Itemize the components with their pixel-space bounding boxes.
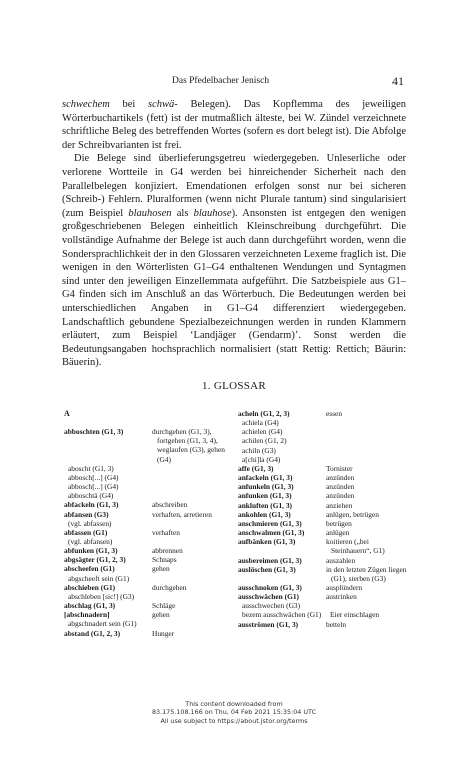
glossary-entry (238, 446, 410, 455)
text-run: Belegen). Das Kopflemma des jeweiligen Wörterbuchartikels (fett) ist der mutmaßlich älteste, bei W. Zündel verzeichnete schriftliche Beleg des betreffenden Wortes (sofern es dort belegt ist). Die Abfolge der Schreibvarianten ist frei. (62, 99, 407, 151)
page-header (0, 74, 468, 92)
italic-text: schwä- (148, 99, 178, 110)
glossary-entry (64, 555, 236, 564)
glossary-lemma: abfunken (G1, 3) (64, 546, 118, 556)
glossary-meaning (330, 427, 410, 436)
glossary-lemma: anfunkeln (G1, 3) (238, 482, 294, 492)
glossary-meaning: Hunger (152, 628, 175, 638)
glossary-lemma: anfackeln (G1, 3) (238, 473, 293, 483)
glossary-entry (238, 427, 410, 436)
glossary-meaning: anziehen (326, 500, 353, 510)
text-run: bei (109, 99, 149, 110)
glossary-lemma: abfackeln (G1, 3) (64, 500, 119, 510)
glossary-variant: achiela (G4) (242, 418, 279, 428)
glossary-variant: abgscheeft sein (G1) (68, 573, 130, 583)
glossary-lemma: abstand (G1, 2, 3) (64, 628, 121, 638)
text-run: Die Belege sind überlieferungsgetreu wiedergegeben. Unleserliche oder verlorene Wortteile in G4 werden bei hinreichender Sicherheit nach den Parallelbelegen konjiziert. Emendationen erfolgen sonst nur bei sicheren (Schreib-) Fehlern. Pluralformen (wenn nicht Plurale tantum) sind singularisiert (zum Beispiel (62, 153, 406, 219)
glossary-entry (64, 619, 236, 628)
glossary-meaning (330, 436, 410, 445)
glossary-meaning (330, 455, 410, 464)
glossary-variant: achielen (G4) (242, 427, 283, 437)
glossary-meaning (156, 482, 236, 491)
glossary-variant: achiln (G3) (242, 445, 276, 455)
glossary-lemma: ausbereimen (G1, 3) (238, 555, 302, 565)
glossary-entry (64, 510, 236, 519)
text-run: ). Ansonsten ist entgegen den wenigen großgeschriebenen Belegen einheitlich Kleinschreibung durchgeführt. Die vollständige Aufnahme der Belege ist auch dann durchgeführt worden, wenn die Sondersprachlichkeit der in den Glossaren verzeichneten Lexeme fraglich ist. Die wenigen in den Wörterlisten G1–G4 enthaltenen Wendungen und Syntagmen sind unter den jeweiligen Einzellemmata aufgeführt. Die Satzbeispiele aus G1–G4 finden sich im Anschluß an das Wörterbuch. Die Bedeutungen werden bei unterschiedlichen Angaben in G1–G4 differenziert wiedergegeben. Landschaftlich gebundene Spezialbezeichnungen werden in runden Klammern erläutert, zum Beispiel ‘Landjäger (Gendarm)’. Sonst werden die Bedeutungsangaben hochsprachlich normalisiert (statt Rettig: Rettich; Bäurin: Bäuerin). (62, 207, 406, 369)
glossary-meaning: essen (326, 409, 343, 418)
glossary-entry (64, 610, 236, 619)
glossary-entry (64, 629, 236, 638)
glossary-variant: (vgl. abfassen) (68, 518, 112, 528)
glossary-variant: a[chi]la (G4) (242, 454, 281, 464)
glossary-meaning (156, 473, 236, 482)
footer-line: This content downloaded from (185, 700, 283, 708)
paragraph (62, 152, 406, 370)
glossary-variant: abbosch[...] (G4) (68, 472, 119, 482)
glossary-meaning: Tornister (326, 463, 353, 473)
glossary-lemma: anschmieren (G1, 3) (238, 518, 302, 528)
glossary-entry (238, 519, 410, 528)
glossary-meaning: anlügen (326, 528, 350, 538)
glossary-lemma: affe (G1, 3) (238, 463, 274, 473)
glossary-meaning: verhaften (152, 527, 180, 537)
glossary-lemma: [abschnadern] (64, 610, 110, 620)
page-number: 41 (392, 74, 404, 88)
glossary-meaning (156, 464, 236, 473)
glossary-entry (238, 601, 410, 610)
italic-text: schwechem (62, 99, 110, 110)
glossary-lemma: ausströmen (G1, 3) (238, 619, 299, 629)
paragraph (62, 98, 406, 152)
glossary-entry (238, 537, 410, 555)
glossary-meaning: anzünden (326, 482, 355, 492)
glossary-lemma: acheln (G1, 2, 3) (238, 409, 290, 418)
glossary-entry (64, 500, 236, 509)
glossary-entry (64, 528, 236, 537)
glossary-lemma: abfansen (G3) (64, 509, 109, 519)
glossary-lemma: abgsägter (G1, 2, 3) (64, 555, 126, 565)
glossary-lemma: ausschwächen (G1) (238, 592, 299, 602)
glossary-entry (238, 436, 410, 445)
glossary-entry (238, 583, 410, 592)
glossary-entry (238, 418, 410, 427)
running-title: Das Pfedelbacher Jenisch (172, 76, 270, 86)
glossary-entry (238, 473, 410, 482)
glossary-entry (238, 556, 410, 565)
glossary-lemma: abschlag (G1, 3) (64, 601, 116, 611)
glossary-lemma: anschwalmen (G1, 3) (238, 528, 305, 538)
glossary-meaning (330, 418, 410, 427)
glossary-lemma: auslöschen (G1, 3) (238, 564, 296, 574)
glossary-entry (64, 564, 236, 573)
body-text (62, 98, 406, 370)
glossary-meaning (156, 491, 236, 500)
glossary-meaning: abbrennen (152, 546, 183, 556)
glossary-entry (238, 610, 410, 619)
glossary-entry (238, 565, 410, 583)
glossary-meaning: anzünden (326, 491, 355, 501)
glossary-entry (64, 574, 236, 583)
glossary-meaning: Eier einschlagen (330, 610, 380, 620)
glossary-variant: ausschwechen (G3) (242, 601, 301, 611)
glossary-meaning: auszahlen (326, 555, 356, 565)
glossary-entry (64, 427, 236, 464)
glossary-meaning: anlügen, betrügen (326, 509, 379, 519)
glossary-meaning: abschreiben (152, 500, 188, 510)
glossary-entry (238, 510, 410, 519)
glossary-variant: bezem ausschwächen (G1) (242, 610, 322, 620)
glossary-entry (64, 519, 236, 528)
glossary-entry (238, 528, 410, 537)
glossary-entry (238, 455, 410, 464)
glossary-meaning (156, 574, 236, 583)
glossary-lemma: ankluften (G1, 3) (238, 500, 292, 510)
glossary-entry (238, 620, 410, 629)
glossary-lemma: ankohlen (G1, 3) (238, 509, 291, 519)
glossary-variant: (vgl. abfansen) (68, 537, 113, 547)
glossary-entry (238, 482, 410, 491)
text-run: als (171, 207, 194, 219)
glossary-variant: abgschnadert sein (G1) (68, 619, 137, 629)
glossary-lemma: abschieben (G1) (64, 582, 116, 592)
glossary-meaning: Schnaps (152, 555, 177, 565)
glossary-entry (238, 491, 410, 500)
glossary-entries-left (64, 427, 236, 638)
section-heading: 1. GLOSSAR (201, 380, 267, 392)
glossary-entry (64, 482, 236, 491)
glossary-meaning: Schläge (152, 601, 176, 611)
glossary-meaning: verhaften, arretieren (152, 509, 212, 519)
glossary-meaning: betteln (326, 619, 347, 629)
glossary-entry (238, 592, 410, 601)
glossary-lemma: aufbänken (G1, 3) (238, 537, 296, 547)
glossary-entry (238, 501, 410, 510)
glossary-entry (64, 601, 236, 610)
glossary-entry (64, 546, 236, 555)
glossary-variant: aboscht (G1, 3) (68, 463, 114, 473)
glossary-lemma: abfassen (G1) (64, 527, 108, 537)
glossary-lemma: abboschten (G1, 3) (64, 427, 124, 437)
glossary-column-left (64, 409, 236, 638)
glossary-meaning: gehen (152, 564, 170, 574)
glossary-meaning: betrügen (326, 518, 352, 528)
italic-text: blauhosen (128, 207, 172, 219)
glossary-variant: abboschtä (G4) (68, 491, 114, 501)
glossary-entry (64, 537, 236, 546)
glossary-meaning: gehen (152, 610, 170, 620)
glossary-meaning: anzünden (326, 473, 355, 483)
glossary-entry (64, 464, 236, 473)
glossary-meaning (156, 592, 236, 601)
glossary-entry (238, 464, 410, 473)
glossary-entry (64, 473, 236, 482)
glossary-variant: abschleben [sic!] (G3) (68, 591, 135, 601)
glossary-meaning (156, 519, 236, 528)
glossary-variant: achilen (G1, 2) (242, 436, 287, 446)
glossary-entry (64, 491, 236, 500)
glossary-lemma: abscheefen (G1) (64, 564, 115, 574)
jstor-footer (0, 700, 468, 725)
glossary-lemma: anfunken (G1, 3) (238, 491, 292, 501)
glossary-meaning: austrinken (326, 592, 357, 602)
glossary-meaning: durchgehen (G1, 3), fortgehen (G1, 3, 4), weglaufen (G3), gehen (G4) (152, 427, 225, 464)
glossary-meaning (330, 446, 410, 455)
italic-text: blauhose (193, 207, 232, 219)
glossary-meaning (156, 619, 236, 628)
glossary-column-right (238, 409, 410, 629)
glossary-meaning: in den letzten Zügen liegen (G1), sterben (G3) (326, 564, 407, 583)
glossary-meaning (330, 601, 410, 610)
footer-line: 83.175.108.166 on Thu, 04 Feb 2021 15:35:04 UTC (151, 708, 317, 717)
glossary-lemma: ausschnoken (G1, 3) (238, 582, 302, 592)
glossary-entries-right (238, 409, 410, 629)
glossary-letter-heading: A (64, 409, 70, 418)
glossary-entry (64, 583, 236, 592)
glossary-meaning (156, 537, 236, 546)
glossary-meaning: koitieren („bei Steinhauern“, G1) (326, 537, 385, 556)
glossary-entry (238, 409, 410, 418)
glossary-meaning: durchgehen (152, 582, 187, 592)
footer-line: All use subject to https://about.jstor.org/terms (160, 716, 308, 725)
glossary-meaning: ausplündern (326, 582, 363, 592)
glossary-entry (64, 592, 236, 601)
glossary-variant: abbosch[...] (G4) (68, 482, 119, 492)
